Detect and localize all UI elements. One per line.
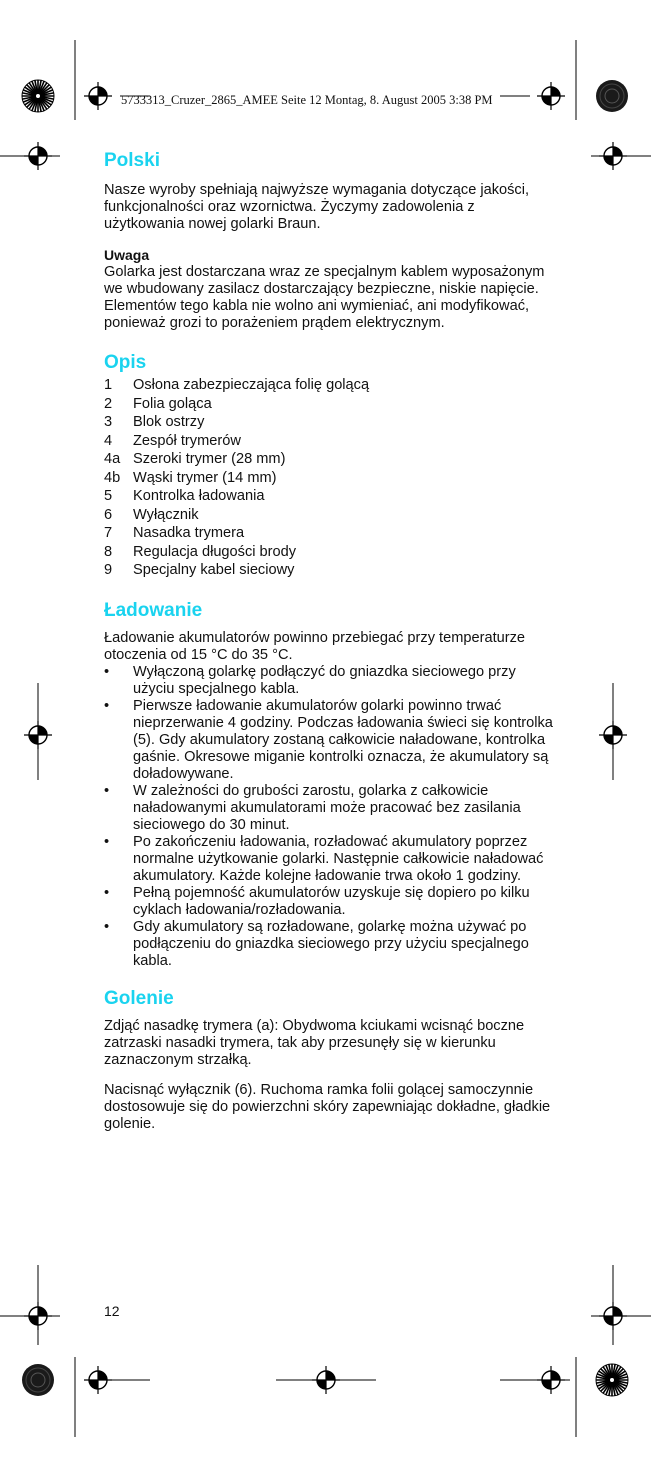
section-title-polski: Polski <box>104 150 160 171</box>
bullet-symbol: • <box>104 697 110 714</box>
charging-intro: Ładowanie akumulatorów powinno przebiegać przy temperaturze otoczenia od 15 °C do 35 °C. <box>104 629 526 663</box>
charging-bullet <box>104 783 554 834</box>
charging-bullet <box>104 919 554 970</box>
bullet-symbol: • <box>104 918 110 935</box>
charging-bullet-list <box>104 664 554 970</box>
print-header: 5733313_Cruzer_2865_AMEE Seite 12 Montag, 8. August 2005 3:38 PM <box>121 93 493 107</box>
section-opis <box>104 352 554 580</box>
part-list-item <box>104 487 554 506</box>
charging-bullet-text: Gdy akumulatory są rozładowane, golarkę można używać po podłączeniu do gniazdka sieciowego przy użyciu specjalnego kabla. <box>133 918 529 969</box>
part-number: 6 <box>104 506 113 523</box>
parts-list <box>104 376 554 580</box>
part-list-item <box>104 543 554 562</box>
charging-bullet-text: Wyłączoną golarkę podłączyć do gniazdka sieciowego przy użyciu specjalnego kabla. <box>133 663 516 697</box>
bullet-symbol: • <box>104 884 110 901</box>
part-number: 4 <box>104 432 113 449</box>
part-list-item <box>104 450 554 469</box>
intro-paragraph: Nasze wyroby spełniają najwyższe wymagania dotyczące jakości, funkcjonalności oraz wzornictwa. Życzymy zadowolenia z użytkowania nowej golarki Braun. <box>104 182 530 232</box>
part-label: Regulacja długości brody <box>133 543 297 560</box>
page-number: 12 <box>104 1303 120 1319</box>
part-number: 8 <box>104 543 113 560</box>
part-label: Folia goląca <box>133 395 212 412</box>
charging-bullet <box>104 698 554 783</box>
part-list-item <box>104 413 554 432</box>
shaving-paragraphs <box>104 1018 554 1133</box>
part-label: Kontrolka ładowania <box>133 488 265 504</box>
shaving-paragraph: Nacisnąć wyłącznik (6). Ruchoma ramka folii golącej samoczynnie dostosowuje się do powierzchni skóry zapewniając dokładne, gładkie golenie. <box>104 1081 551 1132</box>
section-ladowanie <box>104 600 554 970</box>
charging-bullet <box>104 834 554 885</box>
part-list-item <box>104 376 554 395</box>
part-label: Szeroki trymer (28 mm) <box>133 451 286 467</box>
charging-bullet-text: Po zakończeniu ładowania, rozładować akumulatory poprzez normalne użytkowanie golarki. Następnie całkowicie naładować akumulatory. Każde kolejne ładowanie trwa około 1 godziny. <box>133 833 544 884</box>
note-title: Uwaga <box>104 247 150 263</box>
part-list-item <box>104 395 554 414</box>
part-list-item <box>104 524 554 543</box>
part-list-item <box>104 432 554 451</box>
section-title-golenie: Golenie <box>104 987 174 1009</box>
part-number: 9 <box>104 562 113 578</box>
part-label: Osłona zabezpieczająca folię golącą <box>133 377 370 393</box>
bullet-symbol: • <box>104 833 110 850</box>
charging-bullet-text: W zależności do grubości zarostu, golarka z całkowicie naładowanymi akumulatorami może pracować bez zasilania sieciowego do 30 minut. <box>133 782 521 833</box>
note-text: Golarka jest dostarczana wraz ze specjalnym kablem wyposażonym we wbudowany zasilacz dostarczający bezpieczne, niskie napięcie. Elementów tego kabla nie wolno ani wymieniać, ani modyfikować, ponieważ grozi to porażeniem prądem elektrycznym. <box>104 264 545 331</box>
shaving-paragraph: Zdjąć nasadkę trymera (a): Obydwoma kciukami wcisnąć boczne zatrzaski nasadki trymera, tak aby przesunęły się w kierunku zaznaczonym strzałką. <box>104 1017 525 1068</box>
part-label: Wyłącznik <box>133 506 199 523</box>
part-number: 3 <box>104 414 113 430</box>
bullet-symbol: • <box>104 782 110 799</box>
bullet-symbol: • <box>104 663 110 680</box>
section-title-ladowanie: Ładowanie <box>104 599 203 621</box>
section-title-opis: Opis <box>104 352 147 373</box>
charging-bullet <box>104 885 554 919</box>
part-number: 5 <box>104 488 113 504</box>
part-number: 4b <box>104 469 121 486</box>
part-list-item <box>104 469 554 488</box>
part-number: 4a <box>104 451 121 467</box>
part-list-item <box>104 506 554 525</box>
part-number: 7 <box>104 525 113 541</box>
part-label: Wąski trymer (14 mm) <box>133 469 277 486</box>
part-label: Blok ostrzy <box>133 414 205 430</box>
part-label: Zespół trymerów <box>133 432 241 449</box>
section-golenie <box>104 988 554 1133</box>
charging-bullet <box>104 664 554 698</box>
part-list-item <box>104 561 554 580</box>
charging-bullet-text: Pełną pojemność akumulatorów uzyskuje się dopiero po kilku cyklach ładowania/rozładowania. <box>133 884 530 918</box>
part-label: Nasadka trymera <box>133 525 245 541</box>
part-number: 2 <box>104 395 113 412</box>
part-label: Specjalny kabel sieciowy <box>133 562 295 578</box>
charging-bullet-text: Pierwsze ładowanie akumulatorów golarki powinno trwać nieprzerwanie 4 godziny. Podczas ładowania świeci się kontrolka (5). Gdy akumulatory zostaną całkowicie naładowane, kontrolka gaśnie. Okresowe miganie kontrolki oznacza, że akumulatory są doładowywane. <box>133 697 553 782</box>
section-polski <box>104 150 554 332</box>
manual-page <box>104 150 554 1133</box>
part-number: 1 <box>104 377 113 393</box>
